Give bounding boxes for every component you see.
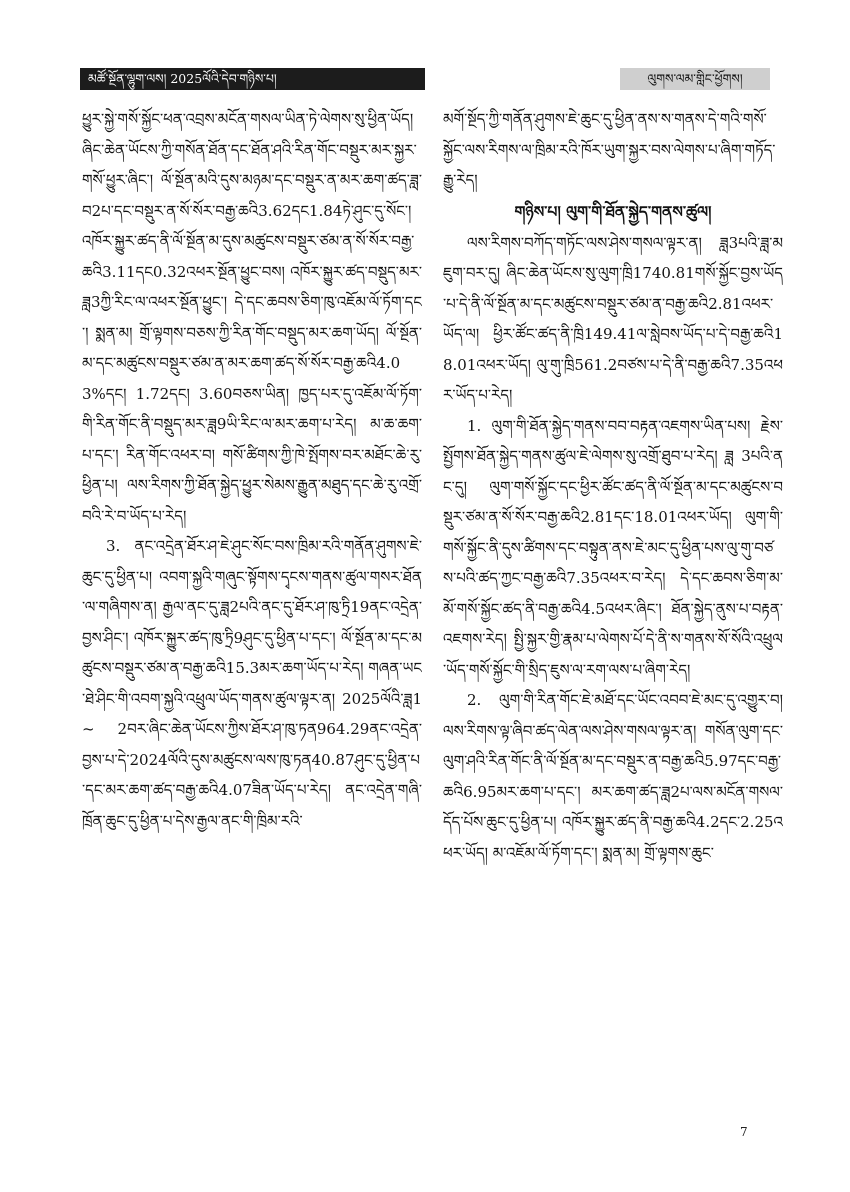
- paragraph: 3. ནང་འདྲེན་ཐོར་ཤ་ཇེ་ཤུང་སོང་བས་ཁྲིམ་རའི་གནོན་ཤུགས་ཇེ་ཆུང་དུ་ཕྱིན་པ། འབག་སྐྱའི་གཞུང་སྟོགས་དྭངས་གནས་ཚུལ་གསར་ཐོན་ལ་གཞིགས་ན། རྒྱལ་ནང་དུ་ཟླ2པའི་ནང་དུ་ཐོར་ཤ་ཁུ་ཏྲི19ནང་འདྲེན་བྱས་ཤིང་། འཁོར་སྐྱུར་ཚད་ཁུ་ཏྲི9ཤུང་དུ་ཕྱིན་པ་དང་། ལོ་སྔོན་མ་དང་མཚུངས་བསྡུར་ཙམ་ན་བརྒྱ་ཆའི15.3མར་ཆག་ཡོད་པ་རེད། གཞན་ཡང་ཐེ་ཤིང་གི་འབག་སྐྱའི་འཕྲུལ་ཡོད་གནས་ཚུལ་ལྟར་ན། 2025ལོའི་ཟླ1 ~ 2བར་ཞིང་ཆེན་ཡོངས་ཀྱིས་ཐོར་ཤ་ཁུ་ཏན964.29ནང་འདྲེན་བྱས་པ་དེ་2024ལོའི་དུས་མཚུངས་ལས་ཁུ་ཏན40.87ཤུང་དུ་ཕྱིན་པ་དང་མར་ཆག་ཚད་བརྒྱ་ཆའི4.07ཟིན་ཡོད་པ་རེད། ནང་འདྲེན་གཞི་ཁྲོན་ཆུང་དུ་ཕྱིན་པ་དེས་རྒྱལ་ནང་གི་ཁྲིམ་རའི་: [82, 537, 422, 830]
- paragraph: ལས་རིགས་བཀོད་གཏོང་ལས་ཤེས་གསལ་ལྟར་ན། ཟླ3པའི་ཟླ་མཇུག་བར་དུ། ཞིང་ཆེན་ཡོངས་སུ་ལུག་ཁྲི1740.81གསོ་སྐྱོང་བྱས་ཡོད་པ་དེ་ནི་ལོ་སྔོན་མ་དང་མཚུངས་བསྡུར་ཙམ་ན་བརྒྱ་ཆའི2.81འཕར་ཡོད་ལ། ཕྱིར་ཚོང་ཚད་ནི་ཁྲི149.41ལ་སླེབས་ཡོད་པ་དེ་བརྒྱ་ཆའི18.01འཕར་ཡོད། ལུ་གུ་ཁྲི561.2བཙས་པ་དེ་ནི་བརྒྱ་ཆའི7.35འཕར་ཡོད་པ་རེད།: [443, 233, 783, 404]
- header-journal-issue: མཚོ་སྔོན་ལྷུག་ལས། 2025ལོའི་དེབ་གཉིས་པ།: [80, 68, 425, 90]
- left-column: [82, 104, 422, 1144]
- header-section-title: ལུགས་ལམ་གླིང་ཕྱོགས།: [620, 68, 770, 90]
- paragraph: ཕྱུར་སྐྱེ་གསོ་སྐྱོང་ཕན་འབྲས་མངོན་གསལ་ཡིན་ཏེ་ལེགས་སུ་ཕྱིན་ཡོད། ཞིང་ཆེན་ཡོངས་ཀྱི་གསོན་ཐོན་དང་ཐོན་ཤའི་རིན་གོང་བསྡུར་མར་སྐྱར་གསོ་ཕྱུར་ཞིང་། ལོ་སྔོན་མའི་དུས་མཉམ་དང་བསྡུར་ན་མར་ཆག་ཚད་ཟླ་བ2པ་དང་བསྡུར་ན་སོ་སོར་བརྒྱ་ཆའི3.62དང1.84ཏེ་ཤུང་དུ་སོང་། འཁོར་སྐྱུར་ཚད་ནི་ལོ་སྔོན་མ་དུས་མཚུངས་བསྡུར་ཙམ་ན་སོ་སོར་བརྒྱ་ཆའི3.11དང0.32འཕར་སྔོན་ཕྱུང་བས། འཁོར་སྐྱུར་ཚད་བསྡུད་མར་ཟླ3ཀྱི་རིང་ལ་འཕར་སྔོན་ཕྱུང་། དེ་དང་ཆབས་ཅིག་ཁུ་འཇོམ་ལོ་ཏོག་དང་། སྨན་མ། གྲོ་ལྟགས་བཅས་ཀྱི་རིན་གོང་བསྡུད་མར་ཆག་ཡོད། ལོ་སྔོན་མ་དང་མཚུངས་བསྡུར་ཙམ་ན་མར་ཆག་ཚད་སོ་སོར་བརྒྱ་ཆའི4.03%དང། 1.72དང། 3.60བཅས་ཡིན། ཁྱད་པར་དུ་འཇོམ་ལོ་ཏོག་གི་རིན་གོང་ནི་བསྡུད་མར་ཟླ9ཡི་རིང་ལ་མར་ཆག་པ་རེད། མ་ཆ་ཆག་པ་དང་། རིན་གོང་འཕར་བ། གསོ་ཚིགས་ཀྱི་ཁེ་སྤོགས་བར་མཐོང་ཆེ་རུ་ཕྱིན་པ། ལས་རིགས་ཀྱི་ཐོན་སྐྱེད་ཕྱུར་སེམས་རྒྱུན་མཐུད་དང་ཆེ་རུ་འགྲོ་བའི་རེ་བ་ཡོད་པ་རེད།: [82, 110, 422, 525]
- right-column: [443, 104, 783, 1144]
- page-number: 7: [740, 1125, 748, 1139]
- paragraph: 1. ལུག་གི་ཐོན་སྐྱེད་གནས་བབ་བརྟན་འཇགས་ཡིན་པས། རྗེས་སྤྱོགས་ཐོན་སྐྱེད་གནས་ཚུལ་ཇེ་ལེགས་སུ་འགྲོ་ཐུབ་པ་རེད། ཟླ 3པའི་ནང་དུ། ལུག་གསོ་སྐྱོང་དང་ཕྱིར་ཚོང་ཚད་ནི་ལོ་སྔོན་མ་དང་མཚུངས་བསྡུར་ཙམ་ན་སོ་སོར་བརྒྱ་ཆའི2.81དང་18.01འཕར་ཡོད། ལུག་གི་གསོ་སྐྱོང་ནི་དུས་ཚིགས་དང་བསྟུན་ནས་ཇེ་མང་དུ་ཕྱིན་པས་ལུ་གུ་བཙས་པའི་ཚད་ཀྱང་བརྒྱ་ཆའི7.35འཕར་བ་རེད། དེ་དང་ཆབས་ཅིག་མ་མོ་གསོ་སྐྱོང་ཚད་ནི་བརྒྱ་ཆའི4.5འཕར་ཞིང་། ཐོན་སྐྱེད་ནུས་པ་བརྟན་འཇགས་རེད། སྤྱི་སྐྱར་གྱི་རྣམ་པ་ལེགས་པོ་དེ་ནི་ས་གནས་སོ་སོའི་འཕྲུལ་ཡོད་གསོ་སྐྱོང་གི་སྲིད་ཇུས་ལ་རག་ལས་པ་ཞིག་རེད།: [443, 416, 783, 679]
- paragraph: མགོ་སྔོད་ཀྱི་གནོན་ཤུགས་ཇེ་ཆུང་དུ་ཕྱིན་ནས་ས་གནས་དེ་གའི་གསོ་སྐྱོང་ལས་རིགས་ལ་ཁྲིམ་རའི་ཁོར་ཡུག་སྐྱར་བས་ལེགས་པ་ཞིག་གཏོད་རྒྱུ་རེད།: [443, 110, 776, 189]
- paragraph: 2. ལུག་གི་རིན་གོང་ཇེ་མཐོ་དང་ཡོང་འབབ་ཇེ་མང་དུ་འགྱུར་བ། ལས་རིགས་ལྟ་ཞིབ་ཚད་ལེན་ལས་ཤེས་གསལ་ལྟར་ན། གསོན་ལུག་དང་ལུག་ཤའི་རིན་གོང་ནི་ལོ་སྔོན་མ་དང་བསྡུར་ན་བརྒྱ་ཆའི5.97དང་བརྒྱ་ཆའི6.95མར་ཆག་པ་དང་། མར་ཆག་ཚད་ཟླ2པ་ལས་མངོན་གསལ་དོད་པོས་ཆུང་དུ་ཕྱིན་པ། འཁོར་སྐྱུར་ཚད་ནི་བརྒྱ་ཆའི4.2དང་2.25འཕར་ཡོད། མ་འཇོམ་ལོ་ཏོག་དང་། སྨན་མ། གྲོ་ལྟགས་ཆུང་: [443, 691, 783, 862]
- section-heading: གཉིས་པ། ལུག་གི་ཐོན་སྐྱེད་གནས་ཚུལ།: [514, 201, 712, 221]
